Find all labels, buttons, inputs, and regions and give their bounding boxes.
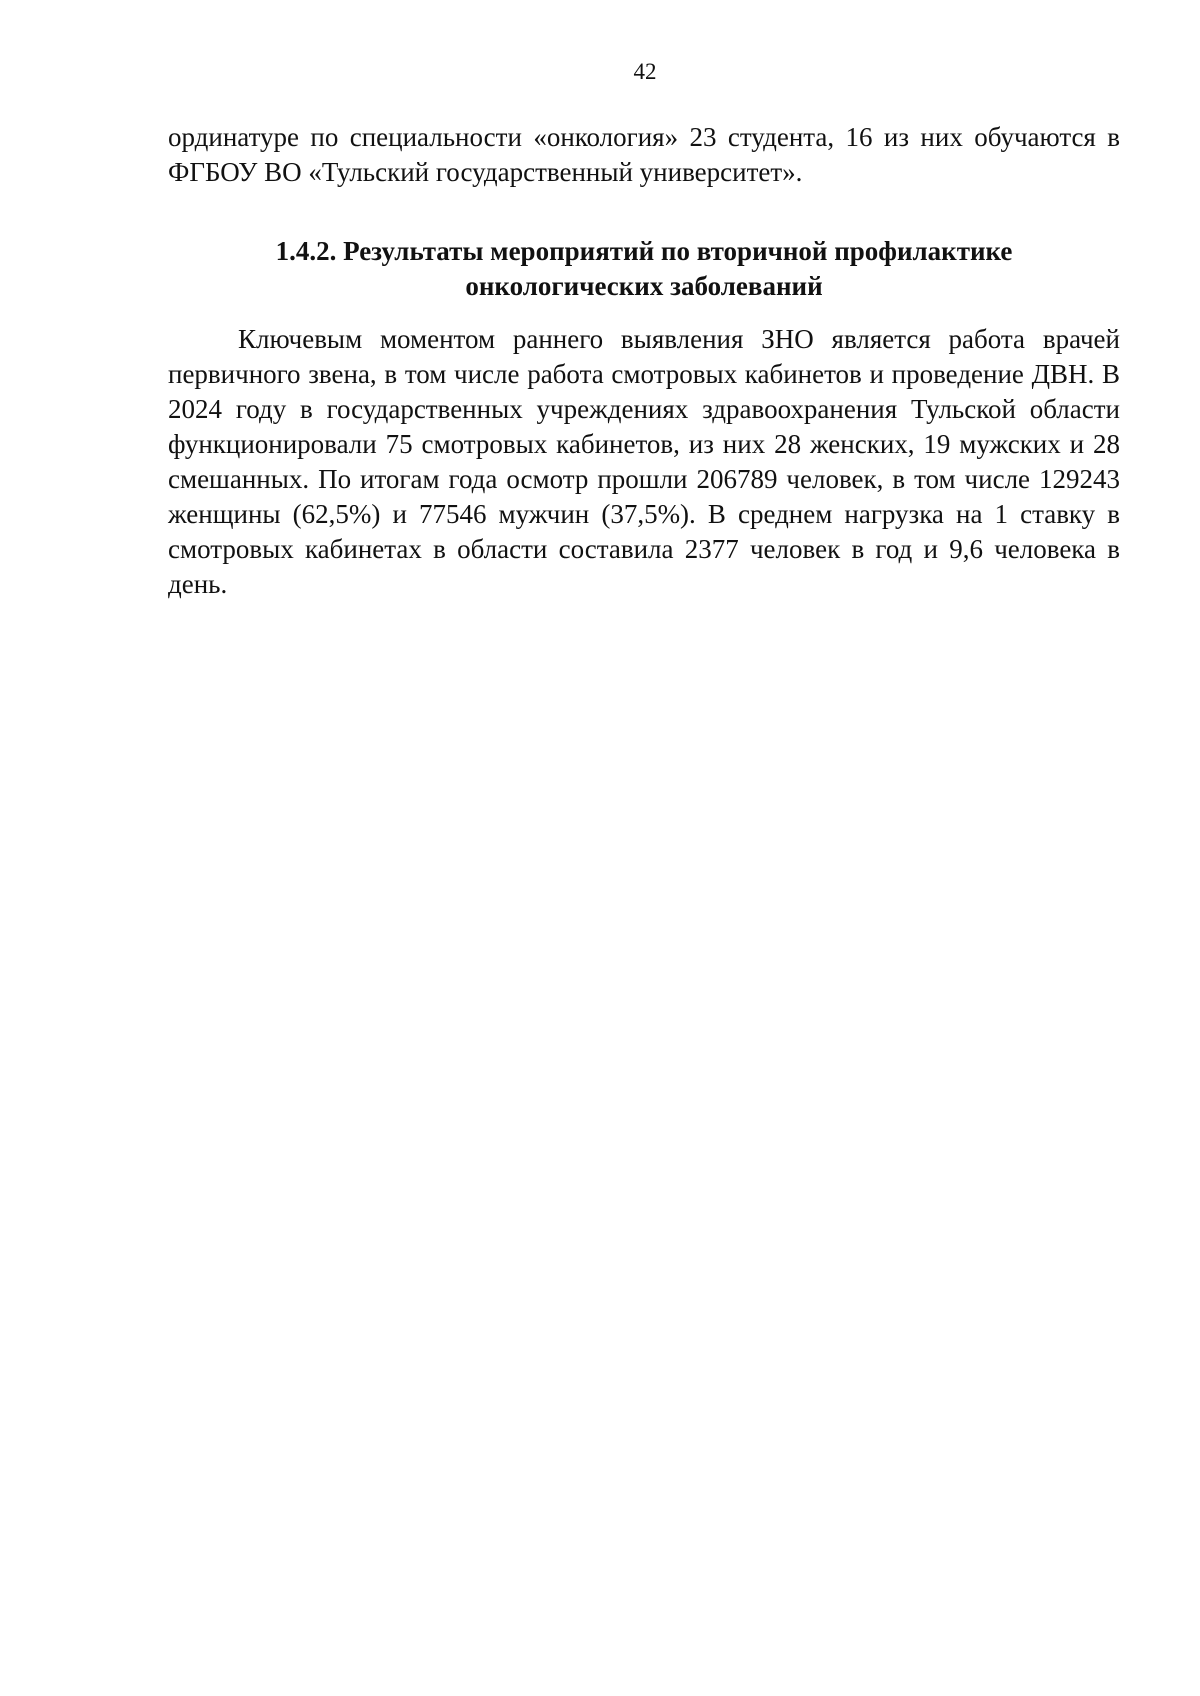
page-content (168, 120, 1120, 602)
page-number: 42 (633, 59, 657, 84)
continued-paragraph: ординатуре по специальности «онкология» 23 студента, 16 из них обучаются в ФГБОУ ВО «Тульский государственный университет». (168, 122, 1120, 187)
section-heading (168, 234, 1120, 304)
body-paragraph: Ключевым моментом раннего выявления ЗНО является работа врачей первичного звена, в том числе работа смотровых кабинетов и проведение ДВН. В 2024 году в государственных учреждениях здравоохранения Тульской области функционировали 75 смотровых кабинетов, из них 28 женских, 19 мужских и 28 смешанных. По итогам года осмотр прошли 206789 человек, в том числе 129243 женщины (62,5%) и 77546 мужчин (37,5%). В среднем нагрузка на 1 ставку в смотровых кабинетах в области составила 2377 человек в год и 9,6 человека в день. (168, 324, 1120, 599)
section-heading-line-1: 1.4.2. Результаты мероприятий по вторичной профилактике (275, 236, 1013, 266)
section-heading-line-2: онкологических заболеваний (465, 271, 823, 301)
